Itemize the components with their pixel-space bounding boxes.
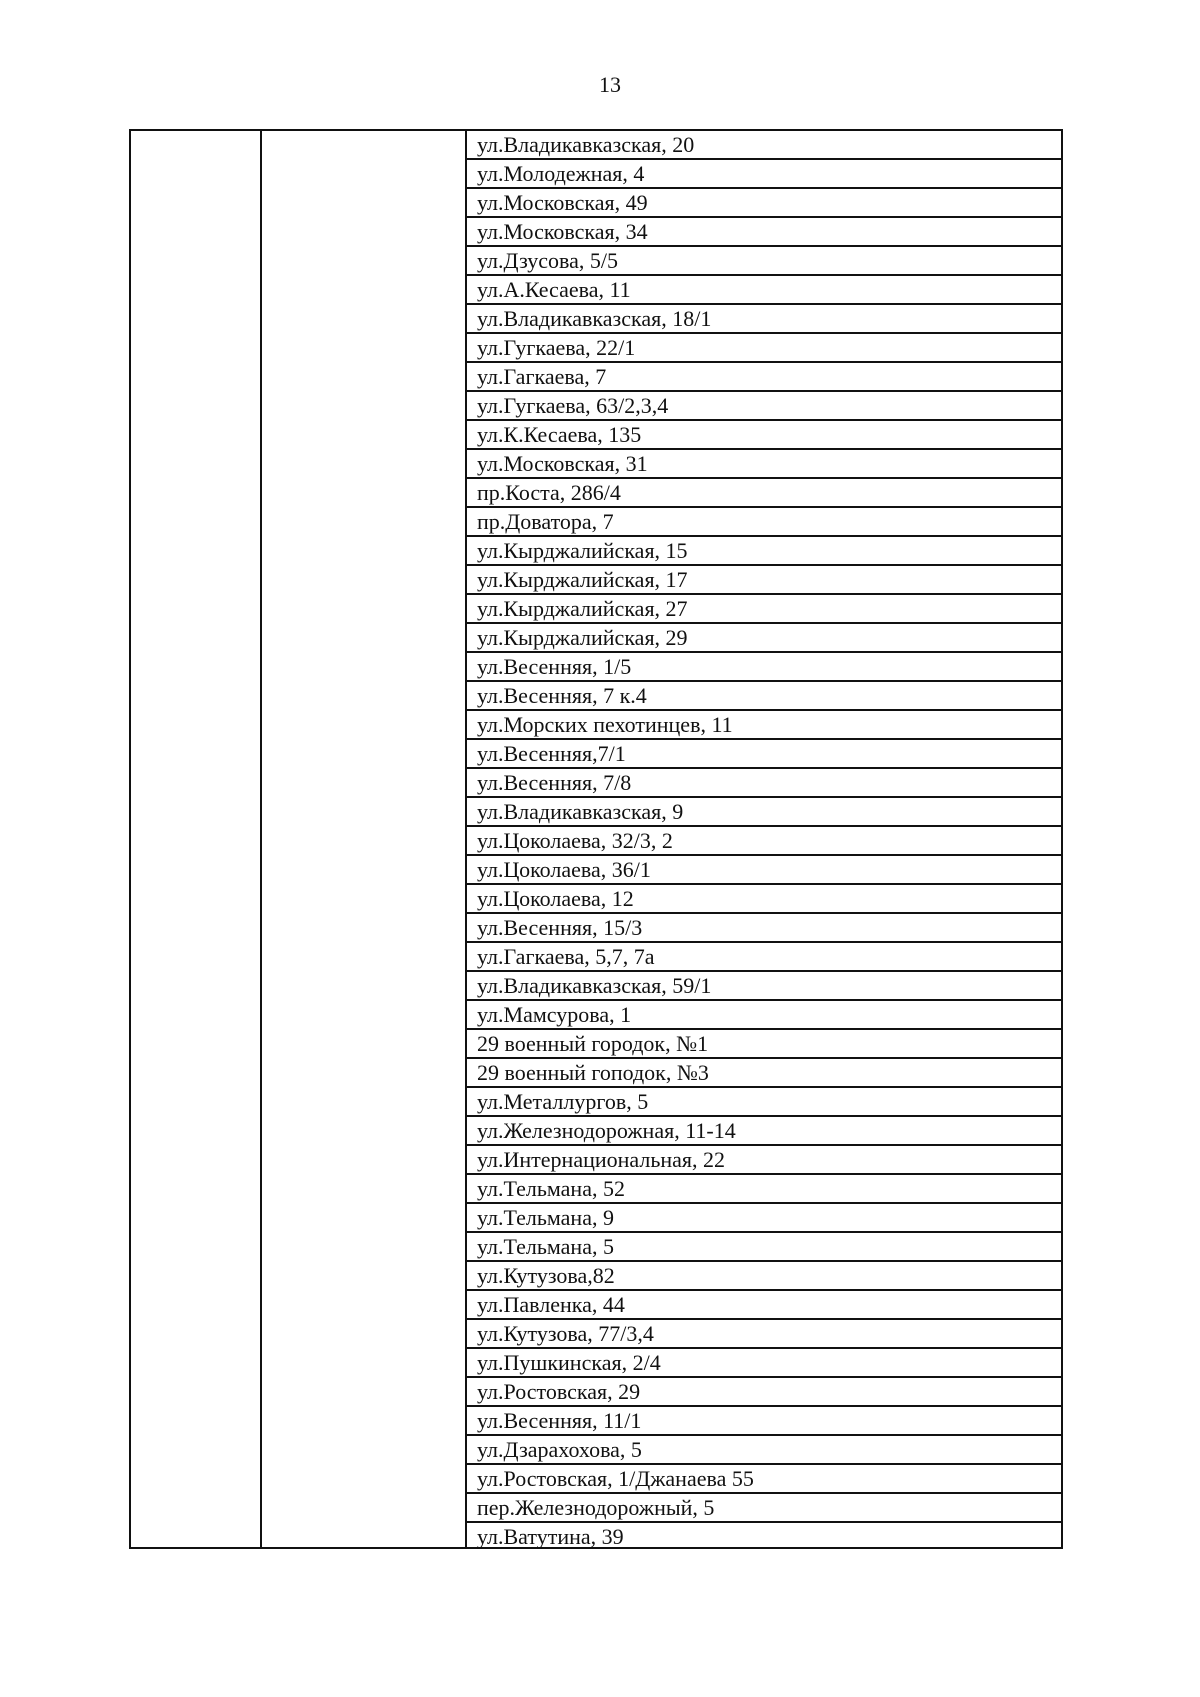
table-row: ул.Мамсурова, 1 <box>467 1001 1061 1030</box>
table-row: ул.Весенняя, 7/8 <box>467 769 1061 798</box>
table-row: ул.Металлургов, 5 <box>467 1088 1061 1117</box>
table-row: ул.Цоколаева, 32/3, 2 <box>467 827 1061 856</box>
table-row: пр.Доватора, 7 <box>467 508 1061 537</box>
table-row: ул.Весенняя,7/1 <box>467 740 1061 769</box>
table-row: ул.Весенняя, 1/5 <box>467 653 1061 682</box>
table-row: ул.Весенняя, 7 к.4 <box>467 682 1061 711</box>
table-row: ул.Гагкаева, 7 <box>467 363 1061 392</box>
table-row: ул.Цоколаева, 12 <box>467 885 1061 914</box>
table-row: 29 военный городок, №1 <box>467 1030 1061 1059</box>
table-row: ул.Гагкаева, 5,7, 7а <box>467 943 1061 972</box>
table-row: ул.Цоколаева, 36/1 <box>467 856 1061 885</box>
address-list <box>467 131 1061 1552</box>
table-row: ул.Молодежная, 4 <box>467 160 1061 189</box>
table-row: ул.Дзусова, 5/5 <box>467 247 1061 276</box>
table-row: ул.Ростовская, 1/Джанаева 55 <box>467 1465 1061 1494</box>
table-row: ул.Тельмана, 52 <box>467 1175 1061 1204</box>
table-row: ул.Кырджалийская, 29 <box>467 624 1061 653</box>
table-row: ул.Московская, 31 <box>467 450 1061 479</box>
table-row: ул.Ростовская, 29 <box>467 1378 1061 1407</box>
table-row: пр.Коста, 286/4 <box>467 479 1061 508</box>
table-row: ул.Кутузова, 77/3,4 <box>467 1320 1061 1349</box>
table-row: ул.Кырджалийская, 15 <box>467 537 1061 566</box>
table-row: ул.Кырджалийская, 27 <box>467 595 1061 624</box>
table-row: пер.Железнодорожный, 5 <box>467 1494 1061 1523</box>
table-row: ул.Кутузова,82 <box>467 1262 1061 1291</box>
address-table <box>129 129 1063 1549</box>
table-row: ул.Кырджалийская, 17 <box>467 566 1061 595</box>
table-row: ул.Весенняя, 11/1 <box>467 1407 1061 1436</box>
table-row: ул.Владикавказская, 20 <box>467 131 1061 160</box>
table-row: ул.Дзарахохова, 5 <box>467 1436 1061 1465</box>
table-row: ул.Московская, 34 <box>467 218 1061 247</box>
table-row: ул.Московская, 49 <box>467 189 1061 218</box>
table-row: ул.Тельмана, 5 <box>467 1233 1061 1262</box>
table-row: ул.Пушкинская, 2/4 <box>467 1349 1061 1378</box>
table-row: ул.Весенняя, 15/3 <box>467 914 1061 943</box>
page-number: 13 <box>599 72 621 97</box>
table-row: ул.Павленка, 44 <box>467 1291 1061 1320</box>
table-row: ул.А.Кесаева, 11 <box>467 276 1061 305</box>
table-row: ул.Гугкаева, 22/1 <box>467 334 1061 363</box>
table-row: ул.Гугкаева, 63/2,3,4 <box>467 392 1061 421</box>
table-row: ул.Интернациональная, 22 <box>467 1146 1061 1175</box>
table-row: ул.Владикавказская, 9 <box>467 798 1061 827</box>
table-row: ул.Владикавказская, 18/1 <box>467 305 1061 334</box>
table-row: ул.Владикавказская, 59/1 <box>467 972 1061 1001</box>
table-row: ул.Железнодорожная, 11-14 <box>467 1117 1061 1146</box>
table-row: ул.Морских пехотинцев, 11 <box>467 711 1061 740</box>
table-row: ул.Ватутина, 39 <box>477 1524 624 1549</box>
table-row: ул.Тельмана, 9 <box>467 1204 1061 1233</box>
table-row: ул.К.Кесаева, 135 <box>467 421 1061 450</box>
table-row: 29 военный гоподок, №3 <box>467 1059 1061 1088</box>
column-divider <box>260 131 262 1547</box>
